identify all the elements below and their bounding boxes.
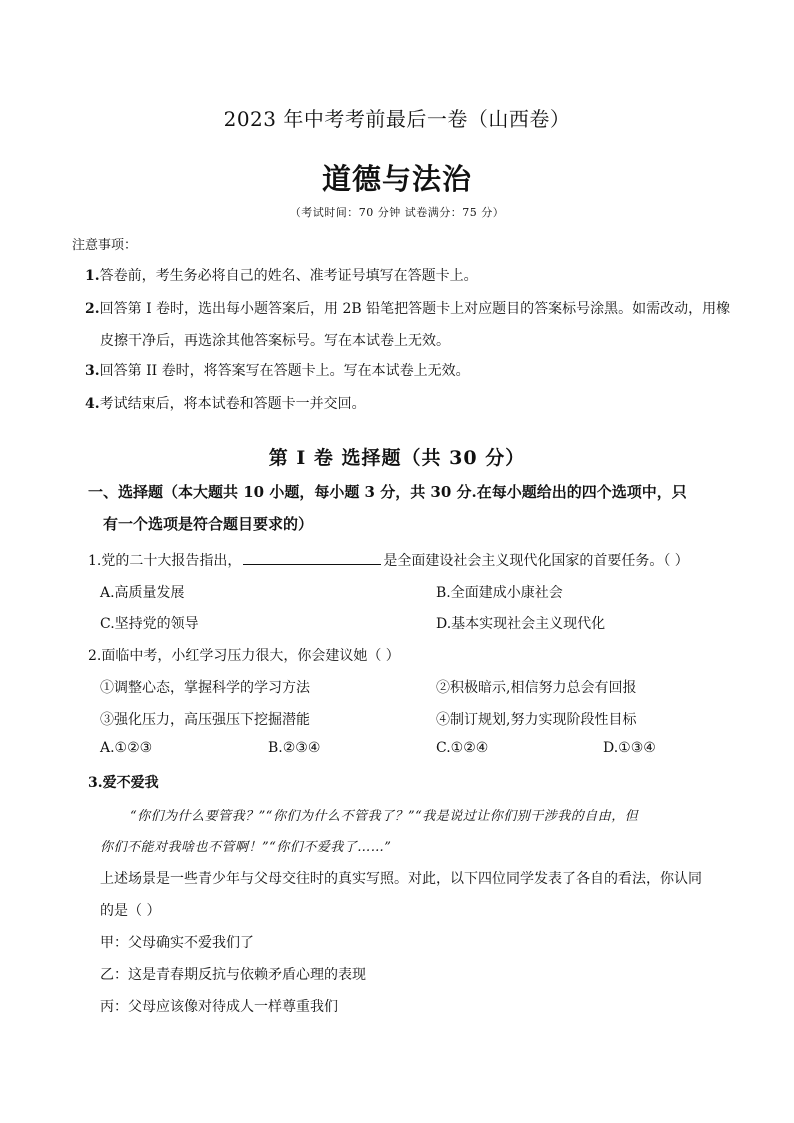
- notes-title: 注意事项：: [72, 238, 138, 253]
- note-text: 回答第 II 卷时，将答案写在答题卡上。写在本试卷上无效。: [99, 363, 470, 379]
- statement-3: ③强化压力，高压强压下挖掘潜能: [100, 712, 310, 728]
- subject-title: 道德与法治: [321, 162, 472, 196]
- note-text: 回答第 I 卷时，选出每小题答案后，用 2B 铅笔把答题卡上对应题目的答案标号涂黑。如需改动，用橡: [99, 301, 731, 317]
- statement-1: ①调整心态，掌握科学的学习方法: [100, 680, 310, 696]
- quote-line: 你们不能对我啥也不管啊！”“你们不爱我了……”: [100, 840, 392, 855]
- statement-4: ④制订规划,努力实现阶段性目标: [436, 712, 637, 728]
- view-item: 乙：这是青春期反抗与依赖矛盾心理的表现: [100, 967, 366, 983]
- note-number: 3.: [85, 363, 100, 379]
- question-paragraph: 的是（ ）: [100, 903, 161, 919]
- question-text: 面临中考，小红学习压力很大，你会建议她（ ）: [101, 648, 400, 664]
- question-text: 爱不爱我: [102, 775, 159, 791]
- question-number: 1.: [88, 553, 102, 569]
- statement-2: ②积极暗示,相信努力总会有回报: [436, 680, 637, 696]
- option-c: C.①②④: [436, 740, 489, 756]
- answer-blank: [243, 550, 381, 565]
- option-b: B.②③④: [268, 740, 321, 756]
- note-item: [85, 299, 730, 319]
- note-item: [85, 394, 366, 414]
- question-3-title: [88, 772, 159, 792]
- note-text: 答卷前，考生务必将自己的姓名、准考证号填写在答题卡上。: [99, 268, 478, 284]
- note-number: 2.: [85, 301, 100, 317]
- question-1-stem: [88, 550, 689, 570]
- note-item: [85, 361, 470, 381]
- section-heading: 一、选择题（本大题共 10 小题，每小题 3 分，共 30 分.在每小题给出的四个选项中，只: [88, 483, 687, 501]
- exam-title: 2023 年中考考前最后一卷（山西卷）: [223, 107, 571, 131]
- quote-line: “你们为什么要管我？”“你们为什么不管我了？”“我是说过让你们别干涉我的自由，但: [130, 809, 639, 824]
- part-title: 第 I 卷 选择题（共 30 分）: [268, 447, 526, 469]
- option-a: A.高质量发展: [100, 585, 185, 601]
- option-c: C.坚持党的领导: [100, 616, 199, 632]
- question-paragraph: 上述场景是一些青少年与父母交往时的真实写照。对此，以下四位同学发表了各自的看法，你认同: [100, 871, 702, 887]
- question-number: 2.: [88, 648, 102, 664]
- question-text: 党的二十大报告指出，: [101, 553, 242, 569]
- note-item: [85, 266, 478, 286]
- note-text: 考试结束后，将本试卷和答题卡一并交回。: [99, 396, 366, 412]
- note-number: 1.: [85, 268, 100, 284]
- option-d: D.基本实现社会主义现代化: [436, 616, 606, 632]
- question-number: 3.: [88, 775, 103, 791]
- option-d: D.①③④: [603, 740, 656, 756]
- note-number: 4.: [85, 396, 100, 412]
- option-b: B.全面建成小康社会: [436, 585, 563, 601]
- note-continuation: 皮擦干净后，再选涂其他答案标号。写在本试卷上无效。: [100, 333, 450, 349]
- question-2-stem: [88, 645, 400, 665]
- exam-info: （考试时间：70 分钟 试卷满分：75 分）: [289, 206, 505, 219]
- option-a: A.①②③: [100, 740, 153, 756]
- view-item: 丙：父母应该像对待成人一样尊重我们: [100, 999, 338, 1015]
- section-heading-cont: 有一个选项是符合题目要求的）: [103, 515, 314, 533]
- question-text: 是全面建设社会主义现代化国家的首要任务。（ ）: [383, 553, 689, 569]
- view-item: 甲：父母确实不爱我们了: [100, 935, 254, 951]
